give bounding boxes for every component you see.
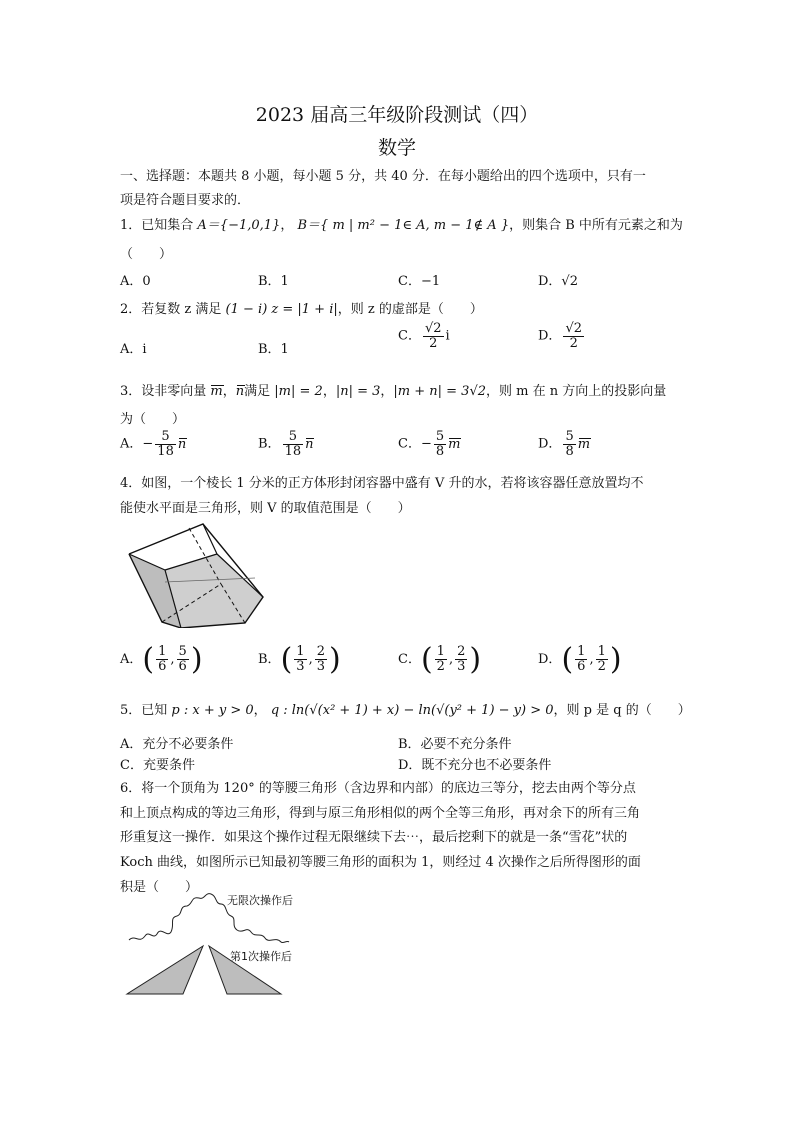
q4-option-d[interactable]: D．( $\frac{1}{6}$ , $\frac{1}{2}$ ) [538, 642, 622, 677]
q3-option-c-num: 5 [435, 429, 445, 444]
q3-option-d-num: 5 [565, 429, 574, 444]
q4-option-a-frac1-den: 6 [158, 659, 167, 674]
q3-option-b-den: 18 [284, 443, 302, 459]
q4-option-c-frac1 [435, 645, 447, 673]
q3-line2: 为（ ） [120, 412, 186, 427]
subject-title: 数学 [377, 137, 416, 159]
q4-option-b-frac2 [315, 645, 327, 673]
q2-option-d-den: 2 [569, 335, 578, 351]
q3-option-d-den: 8 [565, 443, 574, 459]
q4-option-d-lparen: ( [561, 642, 574, 677]
q4-option-c-frac2-den: 3 [457, 659, 466, 674]
q4-option-c-label: C． [398, 652, 421, 667]
q3-option-d-fraction [563, 430, 575, 458]
q4-option-c-lparen: ( [420, 642, 433, 677]
q4-line1: 4．如图，一个棱长 1 分米的正方体形封闭容器中盛有 V 升的水，若将该容器任意放置均不 [120, 476, 644, 491]
q1-comma: ， [280, 218, 294, 233]
q3-option-b[interactable] [258, 430, 313, 458]
q2-option-a[interactable]: A．i [120, 342, 147, 357]
q4-option-b-label: B． [258, 652, 281, 667]
q6-line1: 6．将一个顶角为 120° 的等腰三角形（含边界和内部）的底边三等分，挖去由两个等分点 [120, 781, 636, 796]
q5-option-a[interactable]: A．充分不必要条件 [120, 737, 234, 752]
q4-option-a-frac1-num: 1 [158, 644, 167, 660]
q4-option-a-frac2 [177, 645, 189, 673]
section-intro-line2: 项是符合题目要求的． [120, 193, 251, 208]
q2-option-c-tail: i [445, 328, 450, 344]
q6-line2: 和上顶点构成的等边三角形，得到与原三角形相似的两个全等三角形，再对余下的所有三角 [120, 806, 641, 821]
q1-prefix: 1．已知集合 [120, 218, 194, 233]
q3-option-d-vec: m [577, 436, 591, 452]
q3-option-a-num: 5 [155, 430, 176, 445]
q2-stem [120, 298, 483, 317]
q1-option-a[interactable]: A．0 [120, 274, 151, 289]
q2-option-d-label: D． [538, 328, 562, 344]
q1-option-c[interactable]: C．−1 [398, 274, 441, 289]
q6-line3: 形重复这一操作．如果这个操作过程无限继续下去⋯，最后挖剩下的就是一条“雪花”状的 [120, 830, 628, 845]
q3-option-c-fraction [434, 430, 446, 458]
q3-option-a-fraction [155, 430, 176, 458]
koch-figure [125, 888, 305, 1000]
q3-option-c-vec: m [448, 436, 461, 452]
cube-figure [125, 520, 270, 628]
q2-option-b[interactable]: B．1 [258, 342, 289, 357]
q1-blank: （ ） [120, 247, 173, 262]
q4-option-a-frac2-den: 6 [178, 659, 187, 674]
q3-option-d-label: D． [538, 436, 562, 452]
q3-vector-m: m [210, 384, 223, 399]
q2-option-c-fraction [423, 322, 444, 350]
q4-option-b-frac2-num: 2 [316, 644, 325, 660]
q4-option-d-frac2 [596, 645, 608, 673]
q4-option-b-rparen: ) [328, 642, 341, 677]
q2-option-c[interactable] [398, 322, 450, 350]
q1-option-b[interactable]: B．1 [258, 274, 289, 289]
q2-option-c-label: C． [398, 328, 421, 344]
q3-eq2: |n| = 3 [335, 384, 381, 399]
q3-option-c[interactable] [398, 430, 460, 458]
q1-set-a: A＝{−1,0,1} [197, 218, 281, 233]
q4-option-d-frac1 [575, 645, 587, 673]
q4-option-b[interactable]: B．( $\frac{1}{3}$ , $\frac{2}{3}$ ) [258, 642, 341, 677]
q5-suffix: ，则 p 是 q 的（ ） [553, 703, 691, 718]
q3-eq3: |m + n| = 3√2 [393, 384, 487, 399]
q3-option-b-label: B． [258, 436, 281, 452]
q3-option-b-vec: n [305, 436, 314, 452]
page-title: 2023 届高三年级阶段测试（四） [255, 104, 539, 126]
q1-set-b: B＝{ m | m² − 1∈ A, m − 1∉ A } [297, 218, 510, 233]
q3-option-c-den: 8 [435, 443, 445, 459]
q2-option-c-den: 2 [429, 335, 438, 351]
q2-equation: (1 − i) z = |1 + i| [225, 302, 338, 317]
q6-line5: 积是（ ） [120, 880, 199, 895]
q4-option-c-frac1-num: 1 [436, 644, 445, 660]
koch-triangle-left [127, 946, 203, 994]
q3-cond: 满足 [244, 384, 271, 399]
q4-option-a-label: A． [120, 652, 143, 667]
q4-option-c-rparen: ) [469, 642, 482, 677]
q3-sep: ， [222, 384, 236, 399]
q3-option-c-label: C． [398, 436, 421, 452]
koch-label-first: 第1次操作后 [230, 950, 292, 963]
q4-option-a-rparen: ) [190, 642, 203, 677]
q5-q-def: q : ln(√(x² + 1) + x) − ln(√(y² + 1) − y) > 0 [270, 703, 554, 718]
q4-option-a-lparen: ( [142, 642, 155, 677]
q4-option-d-frac2-num: 1 [597, 644, 606, 660]
q5-stem [120, 699, 691, 718]
q3-option-b-num: 5 [283, 430, 304, 445]
q4-option-a[interactable]: A．( $\frac{1}{6}$ , $\frac{5}{6}$ ) [120, 642, 203, 677]
q2-option-d-fraction [563, 322, 584, 350]
q3-option-a-den: 18 [157, 443, 174, 459]
q3-option-d[interactable] [538, 430, 590, 458]
q4-option-b-frac1 [294, 645, 306, 673]
q1-suffix: ，则集合 B 中所有元素之和为 [509, 218, 683, 233]
q3-stem: 3．设非零向量 m，n满足 |m| = 2，|n| = 3，|m + n| = 3√2，则 m 在 n 方向上的投影向量 [120, 384, 667, 399]
q5-prefix: 5．已知 [120, 703, 168, 718]
q4-option-c-frac1-den: 2 [436, 659, 445, 674]
q2-option-c-num: √2 [424, 321, 442, 336]
q4-option-b-frac2-den: 3 [316, 659, 325, 674]
q3-eq1: |m| = 2 [274, 384, 323, 399]
q4-option-d-label: D． [538, 652, 562, 667]
q3-option-a-label: A． [120, 436, 143, 452]
q4-option-c-frac2-num: 2 [457, 644, 466, 660]
q3-option-a[interactable] [120, 430, 186, 458]
q4-option-b-frac1-den: 3 [296, 659, 305, 674]
q5-comma: ， [253, 703, 267, 718]
q2-suffix: ，则 z 的虚部是（ ） [337, 302, 483, 317]
q4-option-c-frac2 [455, 645, 467, 673]
q4-option-b-lparen: ( [280, 642, 293, 677]
q4-option-d-frac1-den: 6 [577, 659, 586, 674]
q3-option-b-fraction [283, 430, 304, 458]
q2-option-d-num: √2 [565, 321, 582, 336]
q3-option-a-sign: − [142, 436, 154, 452]
q1-stem [120, 214, 683, 233]
q4-option-d-frac2-den: 2 [597, 659, 606, 674]
q4-option-b-frac1-num: 1 [296, 644, 305, 660]
q2-prefix: 2．若复数 z 满足 [120, 302, 222, 317]
q3-option-c-sign: − [420, 436, 432, 452]
q4-option-d-rparen: ) [609, 642, 622, 677]
q4-option-a-frac1 [156, 645, 168, 673]
koch-label-infinite: 无限次操作后 [227, 894, 293, 907]
section-intro-line1: 一、选择题：本题共 8 小题，每小题 5 分，共 40 分．在每小题给出的四个选项中，只有一 [120, 169, 646, 184]
q4-option-a-frac2-num: 5 [178, 644, 187, 660]
q5-p-def: p : x + y > 0 [171, 703, 254, 718]
q1-option-d[interactable]: D．√2 [538, 274, 578, 289]
q2-option-d[interactable] [538, 322, 586, 350]
q5-option-b[interactable]: B．必要不充分条件 [398, 737, 512, 752]
q4-option-c[interactable]: C．( $\frac{1}{2}$ , $\frac{2}{3}$ ) [398, 642, 482, 677]
q3-suffix: ，则 m 在 n 方向上的投影向量 [486, 384, 667, 399]
q3-vector-n: n [235, 384, 245, 399]
q4-option-d-frac1-num: 1 [577, 644, 586, 660]
q5-option-c[interactable]: C．充要条件 [120, 758, 195, 773]
q3-option-a-vec: n [177, 436, 187, 452]
q5-option-d[interactable]: D．既不充分也不必要条件 [398, 758, 552, 773]
q6-line4: Koch 曲线，如图所示已知最初等腰三角形的面积为 1，则经过 4 次操作之后所得图形的面 [120, 855, 641, 870]
q4-line2: 能使水平面是三角形，则 V 的取值范围是（ ） [120, 501, 411, 516]
q3-prefix: 3．设非零向量 [120, 384, 207, 399]
